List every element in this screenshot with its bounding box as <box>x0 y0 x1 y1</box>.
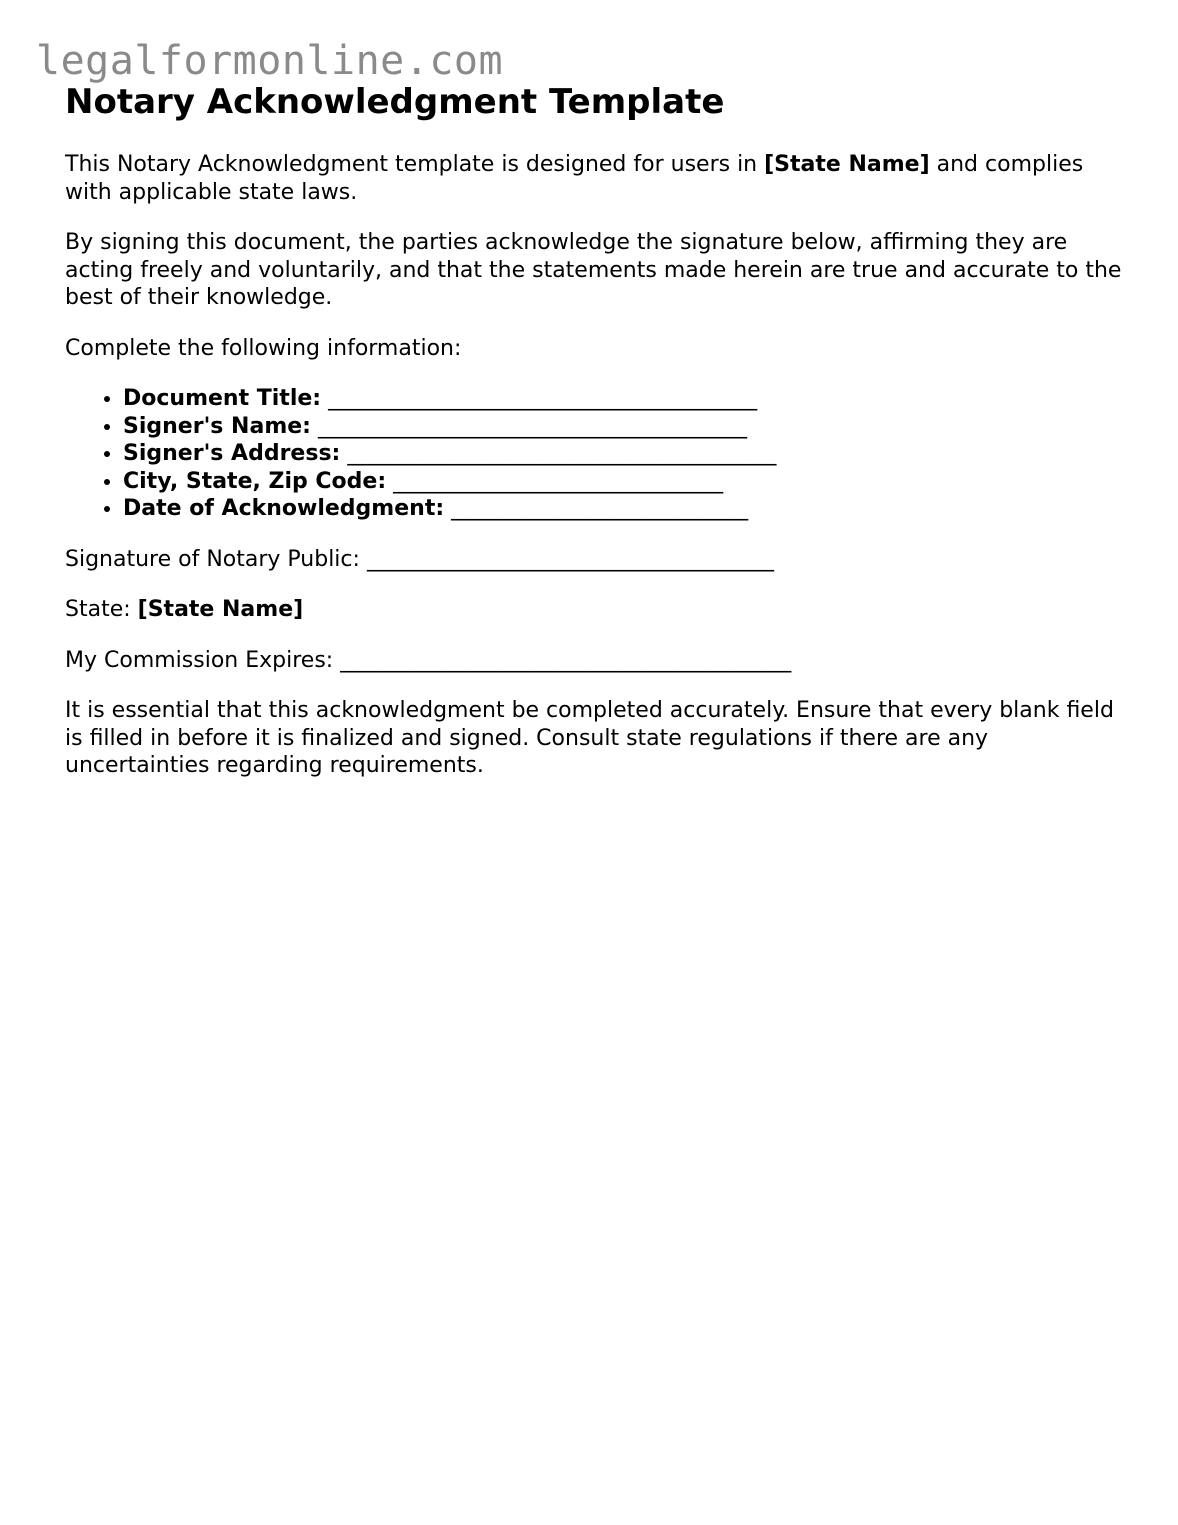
commission-label: My Commission Expires: <box>65 647 334 673</box>
affirmation-paragraph: By signing this document, the parties acknowledge the signature below, affirming they are acting freely and voluntarily, and that the statements made herein are true and accurate to the best of their knowledge. <box>65 230 1122 310</box>
field-city-state-zip <box>123 468 1125 496</box>
document-page <box>65 80 1125 780</box>
complete-prompt: Complete the following information: <box>65 335 462 361</box>
field-signer-address <box>123 440 1125 468</box>
notary-signature-line <box>65 546 1125 574</box>
document-title: Notary Acknowledgment Template <box>65 82 725 122</box>
field-blank: ___________________________ <box>451 496 749 521</box>
state-label: State: <box>65 597 131 622</box>
field-label: Date of Acknowledgment: <box>123 496 445 521</box>
field-blank: _______________________________________ <box>317 413 747 439</box>
commission-blank: _________________________________________ <box>340 647 792 673</box>
state-placeholder: [State Name] <box>137 597 304 622</box>
intro-text-after: and complies with applicable state laws. <box>65 152 1084 205</box>
field-label: Document Title: <box>123 386 322 411</box>
intro-paragraph <box>65 151 1125 206</box>
closing-paragraph: It is essential that this acknowledgment be completed accurately. Ensure that every blank field is filled in before it is finalized and signed. Consult state regulations if there are any uncertainties regarding requirements. <box>65 698 1114 778</box>
field-signer-name <box>123 413 1125 441</box>
notary-signature-blank: _____________________________________ <box>366 546 774 572</box>
notary-signature-label: Signature of Notary Public: <box>65 546 360 572</box>
field-blank: _______________________________________ <box>347 441 777 466</box>
field-date-of-acknowledgment <box>123 495 1125 523</box>
state-line <box>65 596 1125 624</box>
watermark-logo: legalformonline.com <box>36 38 504 84</box>
commission-line <box>65 647 1125 675</box>
field-label: Signer's Name: <box>123 413 311 439</box>
intro-text-before: This Notary Acknowledgment template is designed for users in <box>65 152 765 177</box>
field-list <box>65 385 1125 523</box>
field-blank: _______________________________________ <box>328 386 758 411</box>
field-label: City, State, Zip Code: <box>123 468 387 494</box>
intro-state-placeholder: [State Name] <box>764 152 930 177</box>
field-document-title <box>123 385 1125 413</box>
field-blank: ______________________________ <box>393 468 724 494</box>
field-label: Signer's Address: <box>123 441 341 466</box>
